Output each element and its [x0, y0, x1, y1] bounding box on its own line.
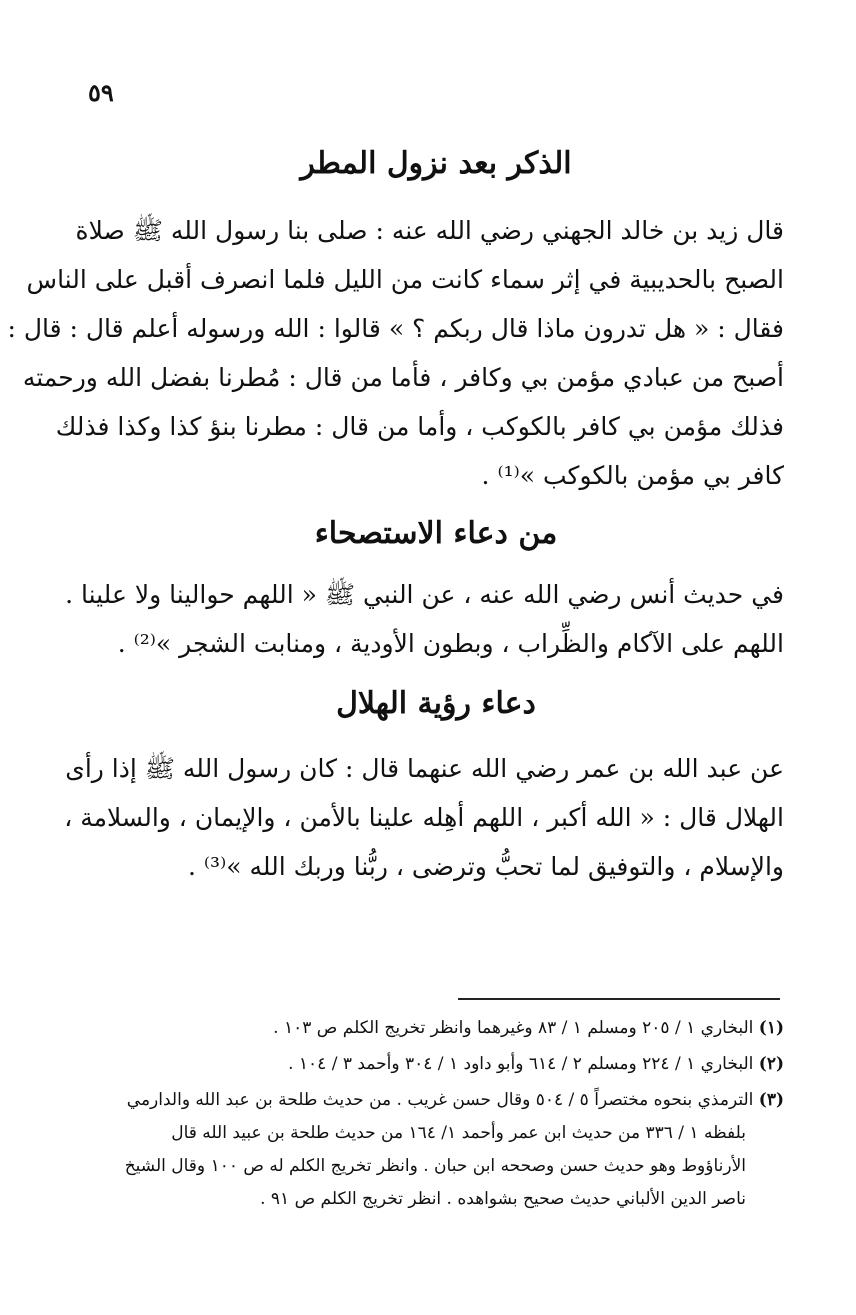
- footnote-number: (٣): [758, 1090, 784, 1110]
- text-line: عن عبد الله بن عمر رضي الله عنهما قال : كان رسول الله ﷺ إذا رأى: [65, 754, 784, 783]
- text-line: كافر بي مؤمن بالكوكب »⁽¹⁾ .: [481, 461, 784, 490]
- text-line: فقال : « هل تدرون ماذا قال ربكم ؟ » قالوا : الله ورسوله أعلم قال : قال :: [7, 314, 784, 343]
- footnote-number: (١): [758, 1018, 784, 1038]
- text-line: الهلال قال : « الله أكبر ، اللهم أهِله علينا بالأمن ، والإيمان ، والسلامة ،: [64, 803, 784, 832]
- text-line: والإسلام ، والتوفيق لما تحبُّ وترضى ، ربُّنا وربك الله »⁽³⁾ .: [187, 852, 784, 881]
- footnote-1: [88, 1012, 784, 1045]
- text-line: فذلك مؤمن بي كافر بالكوكب ، وأما من قال : مطرنا بنؤ كذا وكذا فذلك: [55, 412, 784, 441]
- text-line: أصبح من عبادي مؤمن بي وكافر ، فأما من قال : مُطرنا بفضل الله ورحمته: [22, 363, 784, 392]
- section-title-clear-sky: من دعاء الاستصحاء: [314, 516, 558, 551]
- footnote-text: ناصر الدين الألباني حديث صحيح بشواهده . انظر تخريج الكلم ص ٩١ .: [260, 1189, 746, 1209]
- footnote-text: الأرناؤوط وهو حديث حسن وصححه ابن حبان . وانظر تخريج الكلم له ص ١٠٠ وقال الشيخ: [124, 1156, 746, 1176]
- text-line: في حديث أنس رضي الله عنه ، عن النبي ﷺ « اللهم حوالينا ولا علينا .: [65, 580, 784, 609]
- footnote-2: [88, 1048, 784, 1081]
- footnote-3: [88, 1084, 784, 1216]
- section-text-rain: [7, 206, 784, 500]
- page-number: ٥٩: [88, 78, 114, 107]
- footnote-divider: [458, 998, 780, 1000]
- text-line: الصبح بالحديبية في إثر سماء كانت من الليل فلما انصرف أقبل على الناس: [26, 265, 784, 294]
- footnote-text: بلفظه ١ / ٣٣٦ من حديث ابن عمر وأحمد ١/ ١٦٤ من حديث طلحة بن عبيد الله قال: [171, 1123, 746, 1143]
- footnote-text: البخاري ١ / ٢٠٥ ومسلم ١ / ٨٣ وغيرهما وانظر تخريج الكلم ص ١٠٣ .: [273, 1018, 754, 1038]
- footnote-text: الترمذي بنحوه مختصراً ٥ / ٥٠٤ وقال حسن غريب . من حديث طلحة بن عبد الله والدارمي: [126, 1090, 754, 1110]
- section-text-crescent: [64, 744, 784, 891]
- section-text-clear-sky: [65, 570, 784, 668]
- footnote-text: البخاري ١ / ٢٢٤ ومسلم ٢ / ٦١٤ وأبو داود ١ / ٣٠٤ وأحمد ٣ / ١٠٤ .: [288, 1054, 754, 1074]
- text-line: قال زيد بن خالد الجهني رضي الله عنه : صلى بنا رسول الله ﷺ صلاة: [75, 216, 784, 245]
- section-title-rain: الذكر بعد نزول المطر: [300, 146, 572, 181]
- text-line: اللهم على الآكام والظِّراب ، وبطون الأودية ، ومنابت الشجر »⁽²⁾ .: [117, 629, 784, 658]
- section-title-crescent: دعاء رؤية الهلال: [336, 686, 536, 721]
- footnote-number: (٢): [758, 1054, 784, 1074]
- footnotes: [88, 1012, 784, 1219]
